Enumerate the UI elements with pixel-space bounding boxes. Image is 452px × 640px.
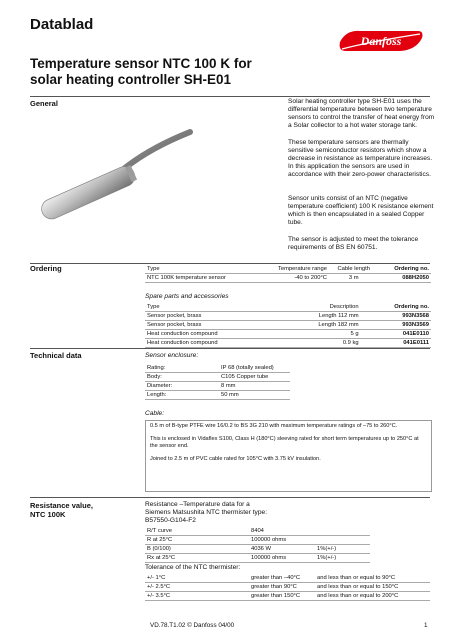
general-paragraph-1: Solar heating controller type SH-E01 uses the differential temperature between two temperature sensors to control the transfer of heat energy from a Solar collector to a hot water storage tank. — [288, 98, 435, 129]
ordering-label: Ordering — [30, 264, 62, 273]
table-row — [145, 527, 370, 536]
cell-type: NTC 100K temperature sensor — [145, 274, 257, 283]
cell-property: Diameter: — [145, 382, 219, 391]
page-title — [30, 56, 290, 88]
general-paragraph-2: These temperature sensors are thermally sensitive semiconductor resistors which show a decrease in resistance as temperature increases. In this application the sensors are used in accordance with their zero-power characteristics. — [288, 139, 433, 178]
cell-parameter: R/T curve — [145, 527, 249, 536]
enclosure-table — [145, 364, 290, 400]
cell-type: Sensor pocket, brass — [145, 321, 280, 330]
cell-description: Length 182 mm — [280, 321, 360, 330]
cell-ordering-no: 041E0110 — [361, 330, 431, 339]
cable-paragraph-1: 0.5 m of B-type PTFE wire 16/0.2 to BS 3G 210 with maximum temperature ratings of –75 to 260°C. — [150, 423, 398, 429]
table-row — [145, 592, 430, 601]
resistance-table — [145, 527, 370, 563]
cell-value: C105 Copper tube — [219, 373, 290, 382]
cell-description: 0.9 kg — [280, 339, 360, 348]
cell-tolerance: +/- 1°C — [145, 574, 249, 583]
sensor-illustration — [30, 128, 220, 238]
header-type: Type — [145, 265, 257, 274]
title-line-2: solar heating controller SH-E01 — [30, 72, 232, 87]
cell-value: 100000 ohms — [249, 536, 315, 545]
general-paragraph-4: The sensor is adjusted to meet the tolerance requirements of BS EN 60751. — [288, 236, 419, 251]
page-number: 1 — [424, 622, 428, 629]
cell-type: Heat conduction compound — [145, 330, 280, 339]
cell-ordering-no: 993N3569 — [361, 321, 431, 330]
resistance-intro — [145, 501, 267, 525]
cell-description: Length 112 mm — [280, 312, 360, 321]
table-row — [145, 536, 370, 545]
section-divider — [30, 497, 430, 498]
cell-tolerance: +/- 2.5°C — [145, 583, 249, 592]
cell-tolerance: 1%(+/-) — [315, 545, 370, 554]
cell-tolerance — [315, 527, 370, 536]
cell-property: Body: — [145, 373, 219, 382]
table-row — [145, 583, 430, 592]
cell-value: 4036 W — [249, 545, 315, 554]
cell-value: IP 68 (totally sealed) — [219, 364, 290, 373]
thermistor-type: B57550-G104-F2 — [145, 517, 196, 524]
technical-data-label: Technical data — [30, 351, 82, 360]
cell-tolerance: 1%(+/-) — [315, 554, 370, 563]
tolerance-table — [145, 574, 430, 601]
tolerance-title: Tolerance of the NTC thermister: — [145, 564, 241, 571]
title-line-1: Temperature sensor NTC 100 K for — [30, 56, 252, 71]
cell-lower-bound: greater than –40°C — [249, 574, 315, 583]
section-divider — [30, 263, 430, 264]
cell-lower-bound: greater than 90°C — [249, 583, 315, 592]
cell-parameter: B (0/100) — [145, 545, 249, 554]
header-ordering-no: Ordering no. — [361, 303, 431, 312]
footer-document-code: VD.78.T1.02 © Danfoss 04/00 — [150, 622, 235, 629]
cell-lower-bound: greater than 150°C — [249, 592, 315, 601]
table-header-row — [145, 303, 431, 312]
cell-property: Length: — [145, 391, 219, 400]
resistance-label-line-2: NTC 100K — [30, 510, 66, 519]
table-row — [145, 330, 431, 339]
table-header-row — [145, 265, 431, 274]
resistance-intro-line-2: Siemens Matsushita NTC thermister type: — [145, 509, 268, 516]
general-paragraph-3: Sensor units consist of an NTC (negative temperature coefficient) 100 K resistance element which is then encapsulated in a sealed Copper tube. — [288, 195, 434, 226]
section-divider — [30, 96, 430, 97]
cell-cable-length: 3 m — [329, 274, 378, 283]
spare-parts-title: Spare parts and accessories — [145, 293, 229, 300]
cable-description-box — [145, 420, 432, 492]
cell-upper-bound: and less than or equal to 90°C — [315, 574, 430, 583]
danfoss-logo — [338, 28, 424, 54]
table-row — [145, 312, 431, 321]
ordering-table — [145, 265, 431, 283]
table-row — [145, 574, 430, 583]
header-cable-length: Cable length — [329, 265, 378, 274]
logo-text: Danfoss — [360, 34, 402, 48]
cell-ordering-no: 993N3568 — [361, 312, 431, 321]
resistance-intro-line-1: Resistance –Temperature data for a — [145, 501, 250, 508]
cell-ordering-no: 088H2050 — [378, 274, 431, 283]
table-row — [145, 382, 290, 391]
header-temperature-range: Temperature range — [257, 265, 329, 274]
table-row — [145, 339, 431, 348]
cell-upper-bound: and less than or equal to 200°C — [315, 592, 430, 601]
cable-title: Cable: — [145, 410, 165, 417]
cell-tolerance — [315, 536, 370, 545]
cell-parameter: R at 25°C — [145, 536, 249, 545]
cell-value: 8404 — [249, 527, 315, 536]
cell-description: 5 g — [280, 330, 360, 339]
cell-property: Rating: — [145, 364, 219, 373]
cell-ordering-no: 041E0111 — [361, 339, 431, 348]
document-type-label: Datablad — [30, 16, 94, 33]
header-type: Type — [145, 303, 280, 312]
spare-parts-table — [145, 303, 431, 348]
cell-tolerance: +/- 3.5°C — [145, 592, 249, 601]
cell-parameter: Rx at 25°C — [145, 554, 249, 563]
sensor-enclosure-title: Sensor enclosure: — [145, 352, 199, 359]
table-row — [145, 274, 431, 283]
table-row — [145, 321, 431, 330]
resistance-label — [30, 501, 93, 519]
table-row — [145, 373, 290, 382]
cell-value: 100000 ohms — [249, 554, 315, 563]
table-row — [145, 391, 290, 400]
table-row — [145, 554, 370, 563]
resistance-label-line-1: Resistance value, — [30, 501, 93, 510]
cell-temperature-range: -40 to 200°C — [257, 274, 329, 283]
general-label: General — [30, 99, 58, 108]
cable-paragraph-3: Joined to 2.5 m of PVC cable rated for 105°C with 3.75 kV insulation. — [150, 456, 321, 462]
cell-upper-bound: and less than or equal to 150°C — [315, 583, 430, 592]
cell-value: 50 mm — [219, 391, 290, 400]
cell-type: Heat conduction compound — [145, 339, 280, 348]
header-description: Description — [280, 303, 360, 312]
cell-value: 8 mm — [219, 382, 290, 391]
table-row — [145, 364, 290, 373]
cell-type: Sensor pocket, brass — [145, 312, 280, 321]
table-row — [145, 545, 370, 554]
section-divider — [30, 348, 430, 349]
cable-paragraph-2: This is enclosed in Vidaflex S100, Class H (180°C) sleeving rated for short term temperatures up to 250°C at the sensor end. — [150, 436, 419, 449]
header-ordering-no: Ordering no. — [378, 265, 431, 274]
